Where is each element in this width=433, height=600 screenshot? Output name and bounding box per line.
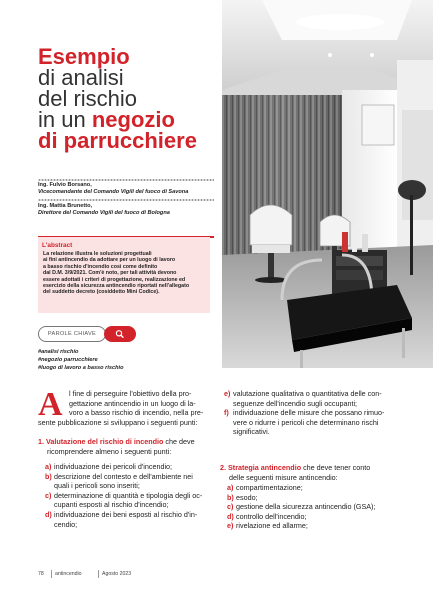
author-2-role: Direttore del Comando Vigili del fuoco di Bologna xyxy=(38,210,170,216)
list-item: d) controllo dell'incendio; xyxy=(227,511,307,521)
point-heading: Valutazione del rischio di incendio xyxy=(46,437,164,446)
title-line-5: di parrucchiere xyxy=(38,128,197,153)
author-1-role: Vicecomandante del Comando Vigili del fuoco di Savona xyxy=(38,189,189,195)
abstract-text xyxy=(43,251,205,296)
point-heading: Strategia antincendio xyxy=(228,463,302,472)
text-line: voro a basso rischio di incendio, nella pre- xyxy=(69,408,204,418)
point-number: 1. xyxy=(38,437,44,446)
abstract-label: L'abstract xyxy=(42,242,73,249)
intro-first-lines xyxy=(69,389,219,418)
drop-cap: A xyxy=(38,386,63,423)
abstract-line: La relazione illustra le soluzioni progettuali xyxy=(43,251,152,257)
list-item: e) valutazione qualitativa o quantitativa delle con- seguenze dell'incendio sugli occupanti; xyxy=(224,389,382,408)
text-line: gettazione antincendio in un luogo di la- xyxy=(69,398,196,408)
page-number: 78 xyxy=(38,571,44,577)
abstract-line: a basso rischio d'incendio così come definito xyxy=(43,263,158,270)
list-item: b) esodo; xyxy=(227,492,258,502)
keywords-label: PAROLE CHIAVE xyxy=(38,326,106,342)
salon-photo xyxy=(222,0,433,368)
point-text: delle seguenti misure antincendio: xyxy=(229,472,338,482)
keyword-tags xyxy=(38,348,123,372)
title-line-2: di analisi xyxy=(38,65,124,90)
title-line-4: in un negozio xyxy=(38,107,175,132)
list-item: a) compartimentazione; xyxy=(227,483,303,492)
list-item: b) descrizione del contesto e dell'ambiente nei quali i pericoli sono inseriti; xyxy=(45,471,193,491)
abstract-box xyxy=(38,237,210,313)
author-2 xyxy=(38,203,218,217)
keyword-tag[interactable]: #analisi rischio xyxy=(38,349,79,355)
point-2 xyxy=(220,463,406,482)
footer-divider xyxy=(98,570,99,578)
point-2-list xyxy=(227,483,407,531)
list-item: d) individuazione dei beni esposti al rischio d'in- cendio; xyxy=(45,509,198,529)
point-number: 2. xyxy=(220,463,226,472)
point-1-list xyxy=(45,462,221,529)
abstract-line: del suddetto decreto (cosiddetto Mini Codice). xyxy=(43,289,160,296)
abstract-line: dal D.M. 3/9/2021. Com'è noto, per tali attività devono xyxy=(43,270,177,277)
author-divider xyxy=(38,198,214,202)
list-item: c) gestione della sicurezza antincendio (GSA); xyxy=(227,502,376,512)
keywords-search-button[interactable] xyxy=(104,326,136,342)
abstract-line: esercizio della sicurezza antincendio riportati nell'allegato xyxy=(43,283,190,290)
author-1 xyxy=(38,182,218,196)
text-line: l fine di perseguire l'obiettivo della pro- xyxy=(69,389,192,398)
title-line-3: del rischio xyxy=(38,86,138,111)
list-item: a) individuazione dei pericoli d'incendio; xyxy=(45,462,173,471)
intro-last-line: sente pubblicazione si sviluppano i seguenti punti: xyxy=(38,418,198,427)
right-list-top xyxy=(224,389,404,437)
search-icon xyxy=(104,326,136,342)
magazine-brand: antincendio xyxy=(55,571,82,577)
title-line-1: Esempio xyxy=(38,44,130,69)
point-text: ricomprendere almeno i seguenti punti: xyxy=(47,446,172,456)
list-item: c) determinazione di quantità e tipologia degli oc- cupanti esposti al rischio d'incendio; xyxy=(45,490,203,510)
point-1 xyxy=(38,437,220,456)
footer-divider xyxy=(51,570,52,578)
abstract-line: ai fini antincendio da adottare per un luogo di lavoro xyxy=(43,257,176,264)
abstract-line: essere adottati i criteri di progettazione, realizzazione ed xyxy=(43,276,186,283)
keyword-tag[interactable]: #negozio parrucchiere xyxy=(38,357,98,363)
keyword-tag[interactable]: #luogo di lavoro a basso rischio xyxy=(38,365,124,371)
list-item: e) rivelazione ed allarme; xyxy=(227,521,308,531)
article-title xyxy=(38,46,218,151)
author-1-name: Ing. Fulvio Borsano, xyxy=(38,182,92,188)
author-2-name: Ing. Mattia Brunetto, xyxy=(38,203,93,209)
point-text: che deve tener conto xyxy=(301,463,371,472)
point-text: che deve xyxy=(163,437,195,446)
issue-date: Agosto 2023 xyxy=(102,571,132,577)
list-item: f) individuazione delle misure che possano rimuo- vere o ridurre i pericoli che determinano rischi significativi. xyxy=(224,408,385,437)
